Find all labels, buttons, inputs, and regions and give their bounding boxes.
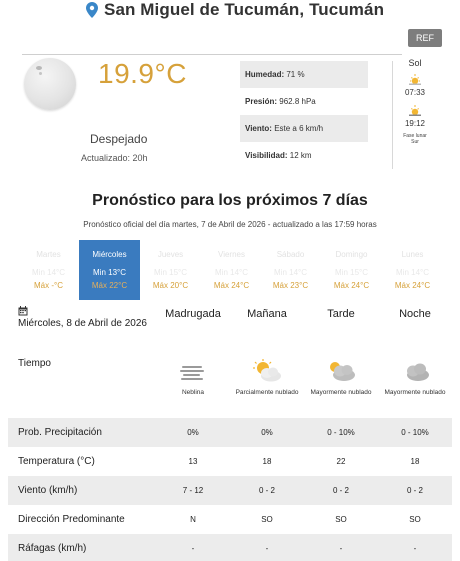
period-manana: Mañana (247, 308, 287, 320)
day-tab-viernes[interactable]: Viernes Min 14°C Máx 24°C (213, 250, 250, 290)
location-header (0, 0, 460, 24)
forecast-subtitle: Pronóstico oficial del día martes, 7 de Abril de 2026 - actualizado a las 17:59 horas (83, 220, 377, 229)
weather-desc-manana: Parcialmente nublado (235, 389, 299, 396)
pressure-stat: Presión: 962.8 hPa (245, 97, 316, 106)
weather-desc-tarde: Mayormente nublado (310, 389, 372, 396)
day-tab-sabado[interactable]: Sábado Min 14°C Máx 23°C (272, 250, 309, 290)
forecast-title: Pronóstico para los próximos 7 días (92, 192, 368, 209)
sunrise-time: 07:33 (404, 88, 426, 97)
sunset-icon (408, 103, 422, 117)
sunrise-icon (408, 72, 422, 86)
day-tab-lunes[interactable]: Lunes Min 14°C Máx 24°C (394, 250, 431, 290)
day-tab-miercoles[interactable]: Miércoles Min 13°C Máx 22°C (79, 240, 140, 300)
selected-date: Miércoles, 8 de Abril de 2026 (18, 318, 147, 329)
moon-icon (24, 58, 76, 110)
row-wind: Viento (km/h) 7 - 12 0 - 2 0 - 2 0 - 2 (8, 476, 452, 505)
sunset-time: 19:12 (404, 119, 426, 128)
row-wind-direction: Dirección Predominante N SO SO SO (18, 514, 421, 525)
updated-time: Actualizado: 20h (81, 153, 148, 163)
fog-icon (177, 358, 209, 384)
tiempo-label: Tiempo (18, 358, 51, 369)
sun-panel (398, 58, 432, 145)
day-tab-domingo[interactable]: Domingo Min 15°C Máx 24°C (333, 250, 370, 290)
stats-divider (392, 61, 393, 169)
current-condition: Despejado (90, 132, 148, 146)
sun-title: Sol (408, 58, 422, 68)
moon-phase-note: Fase lunar Sur (403, 133, 427, 145)
row-temperature: Temperatura (°C) 13 18 22 18 (18, 456, 420, 467)
calendar-icon (18, 306, 28, 316)
weather-desc-madrugada: Neblina (181, 389, 205, 396)
current-stats (240, 61, 368, 169)
ref-button[interactable]: REF (408, 29, 442, 47)
partly-cloudy-icon (251, 358, 283, 384)
row-gusts: Ráfagas (km/h) - - - - (8, 534, 452, 561)
current-temperature: 19.9°C (98, 58, 187, 89)
weather-desc-noche: Mayormente nublado (384, 389, 446, 396)
visibility-stat: Visibilidad: 12 km (245, 151, 312, 160)
location-title: San Miguel de Tucumán, Tucumán (104, 0, 385, 19)
mostly-cloudy-icon (325, 358, 357, 384)
humidity-stat: Humedad: 71 % (240, 61, 368, 88)
mostly-cloudy-night-icon (399, 358, 431, 384)
period-madrugada: Madrugada (165, 308, 221, 320)
period-noche: Noche (399, 308, 431, 320)
row-precipitation: Prob. Precipitación 0% 0% 0 - 10% 0 - 10% (8, 418, 452, 447)
header-divider (22, 54, 402, 55)
period-tarde: Tarde (327, 308, 355, 320)
wind-stat: Viento: Este a 6 km/h (240, 115, 368, 142)
day-tab-martes[interactable]: Martes Min 14°C Máx -°C (32, 250, 65, 290)
location-pin-icon (86, 2, 98, 18)
day-tab-jueves[interactable]: Jueves Min 15°C Máx 20°C (152, 250, 189, 290)
